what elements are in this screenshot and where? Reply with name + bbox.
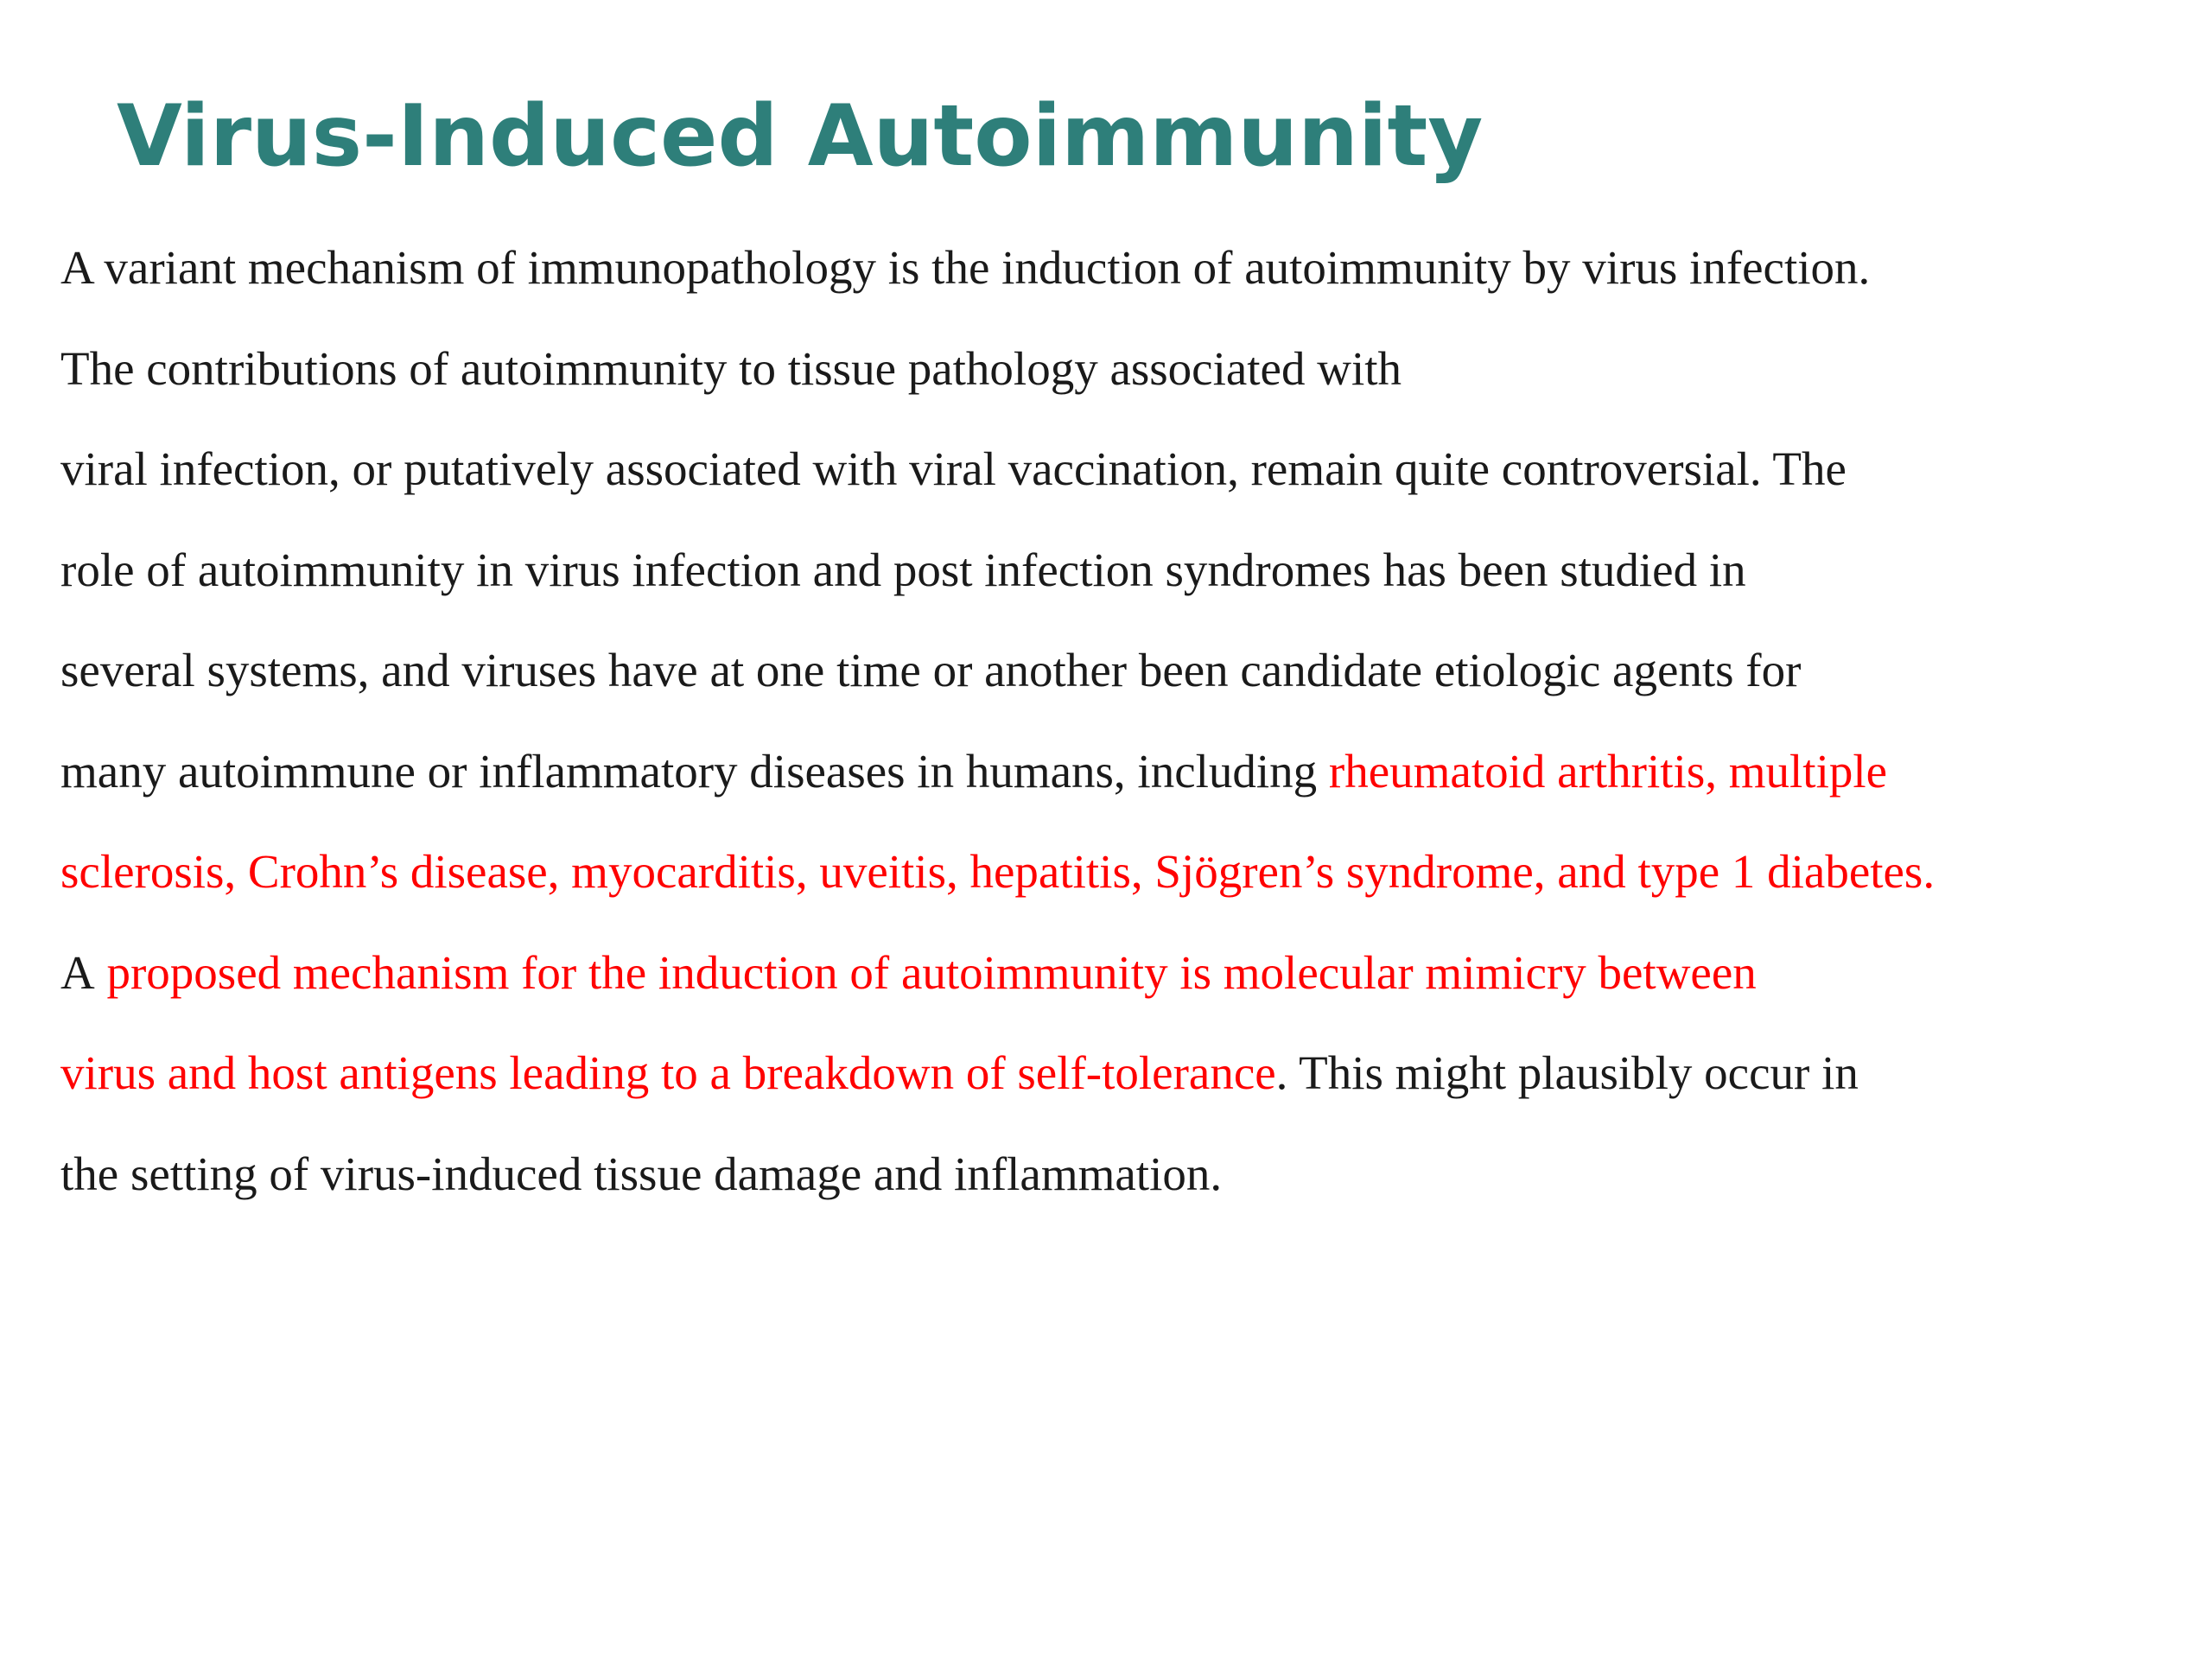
body-line-9 xyxy=(60,1023,2169,1124)
highlight-mechanism-start: proposed mechanism for the induction of autoimmunity is molecular mimicry between xyxy=(106,945,1757,999)
body-line-3: viral infection, or putatively associated with viral vaccination, remain quite controversial. The xyxy=(60,442,1847,495)
highlight-mechanism-end: virus and host antigens leading to a breakdown of self-tolerance xyxy=(60,1046,1276,1099)
body-line-6 xyxy=(60,721,2169,823)
body-line-8 xyxy=(60,923,2169,1024)
body-line-6-plain: many autoimmune or inflammatory diseases in humans, including xyxy=(60,744,1329,798)
highlight-disease-list-end: sclerosis, Crohn’s disease, myocarditis, uveitis, hepatitis, Sjögren’s syndrome, and type 1 diabetes. xyxy=(60,845,1936,898)
slide-body-text xyxy=(60,218,2169,1224)
slide-title: Virus-Induced Autoimmunity xyxy=(117,87,1484,186)
body-line-1: A variant mechanism of immunopathology is the induction of autoimmunity by virus infection. xyxy=(60,241,1871,294)
highlight-disease-list-start: rheumatoid arthritis, multiple xyxy=(1328,744,1888,798)
body-line-4: role of autoimmunity in virus infection and post infection syndromes has been studied in xyxy=(60,543,1746,596)
body-line-10: the setting of virus-induced tissue damage and inflammation. xyxy=(60,1147,1223,1200)
body-line-5: several systems, and viruses have at one time or another been candidate etiologic agents for xyxy=(60,644,1802,696)
body-line-9-plain: . This might plausibly occur in xyxy=(1275,1046,1859,1099)
body-line-2: The contributions of autoimmunity to tissue pathology associated with xyxy=(60,341,1402,395)
body-line-8-plain: A xyxy=(60,945,95,999)
